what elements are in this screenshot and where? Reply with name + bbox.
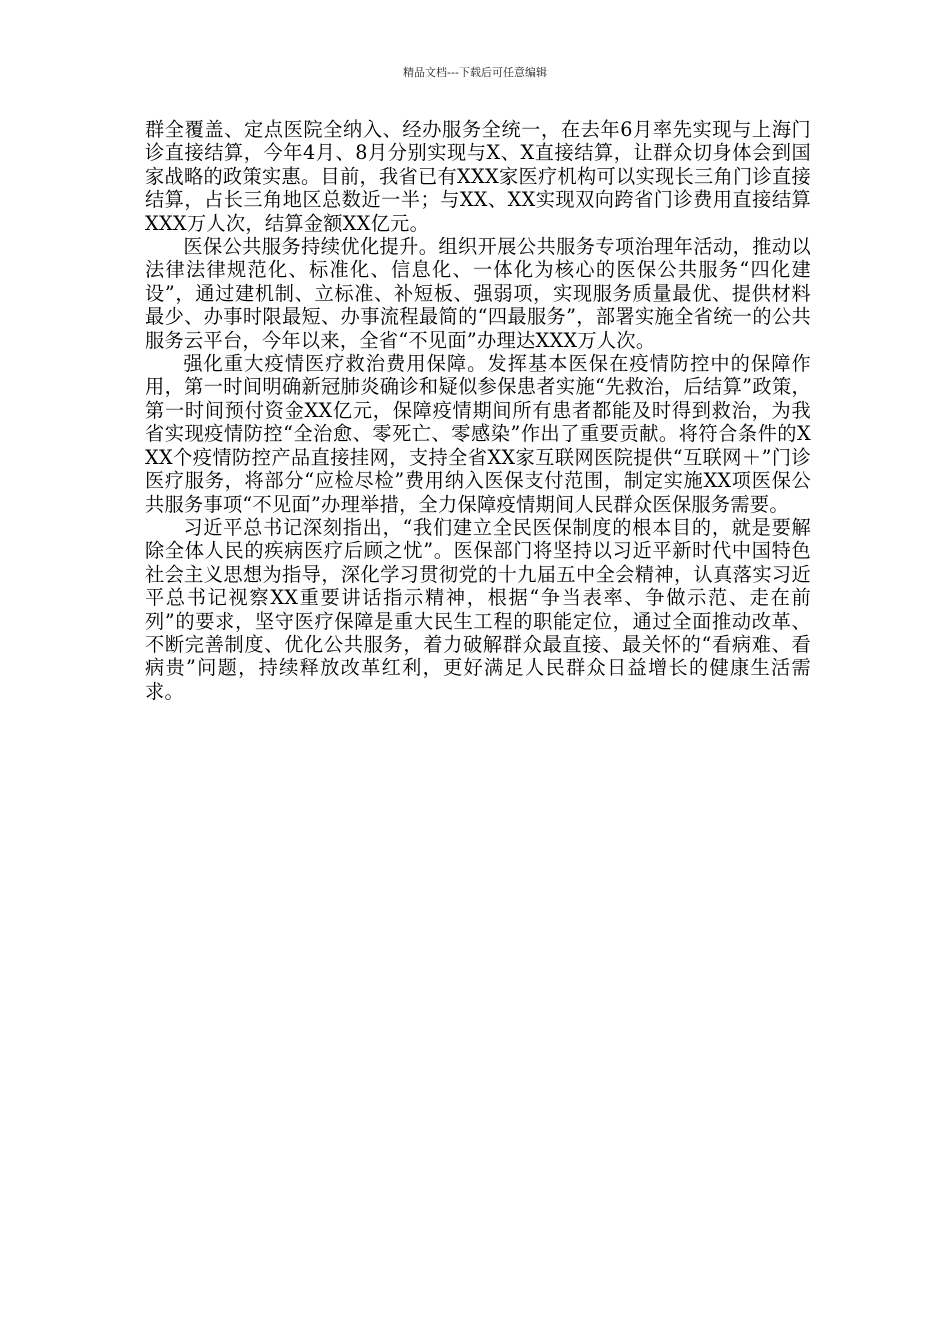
paragraph-public-service: 医保公共服务持续优化提升。组织开展公共服务专项治理年活动，推动以法律法律规范化、标准化、信息化、一体化为核心的医保公共服务“四化建设”，通过建机制、立标准、补短板、强弱项，实现服务质量最优、提供材料最少、办事时限最短、办事流程最简的“四最服务”，部署实施全省统一的公共服务云平台，今年以来，全省“不见面”办理达XXX万人次。	[145, 235, 811, 352]
paragraph-conclusion: 习近平总书记深刻指出，“我们建立全民医保制度的根本目的，就是要解除全体人民的疾病医疗后顾之忧”。医保部门将坚持以习近平新时代中国特色社会主义思想为指导，深化学习贯彻党的十九届五中全会精神，认真落实习近平总书记视察XX重要讲话指示精神，根据“争当表率、争做示范、走在前列”的要求，坚守医疗保障是重大民生工程的职能定位，通过全面推动改革、不断完善制度、优化公共服务，着力破解群众最直接、最关怀的“看病难、看病贵”问题，持续释放改革红利，更好满足人民群众日益增长的健康生活需求。	[145, 515, 811, 703]
document-body	[145, 118, 811, 703]
paragraph-epidemic-protection: 强化重大疫情医疗救治费用保障。发挥基本医保在疫情防控中的保障作用，第一时间明确新冠肺炎确诊和疑似参保患者实施“先救治，后结算”政策，第一时间预付资金XX亿元，保障疫情期间所有患者都能及时得到救治，为我省实现疫情防控“全治愈、零死亡、零感染”作出了重要贡献。将符合条件的XXX个疫情防控产品直接挂网，支持全省XX家互联网医院提供“互联网＋”门诊医疗服务，将部分“应检尽检”费用纳入医保支付范围，制定实施XX项医保公共服务事项“不见面”办理举措，全力保障疫情期间人民群众医保服务需要。	[145, 352, 811, 516]
page-header: 精品文档---下载后可任意编辑	[403, 66, 547, 79]
paragraph-continuation: 群全覆盖、定点医院全纳入、经办服务全统一，在去年6月率先实现与上海门诊直接结算，今年4月、8月分别实现与X、X直接结算，让群众切身体会到国家战略的政策实惠。目前，我省已有XXX家医疗机构可以实现长三角门诊直接结算，占长三角地区总数近一半；与XX、XX实现双向跨省门诊费用直接结算XXX万人次，结算金额XX亿元。	[145, 118, 811, 235]
